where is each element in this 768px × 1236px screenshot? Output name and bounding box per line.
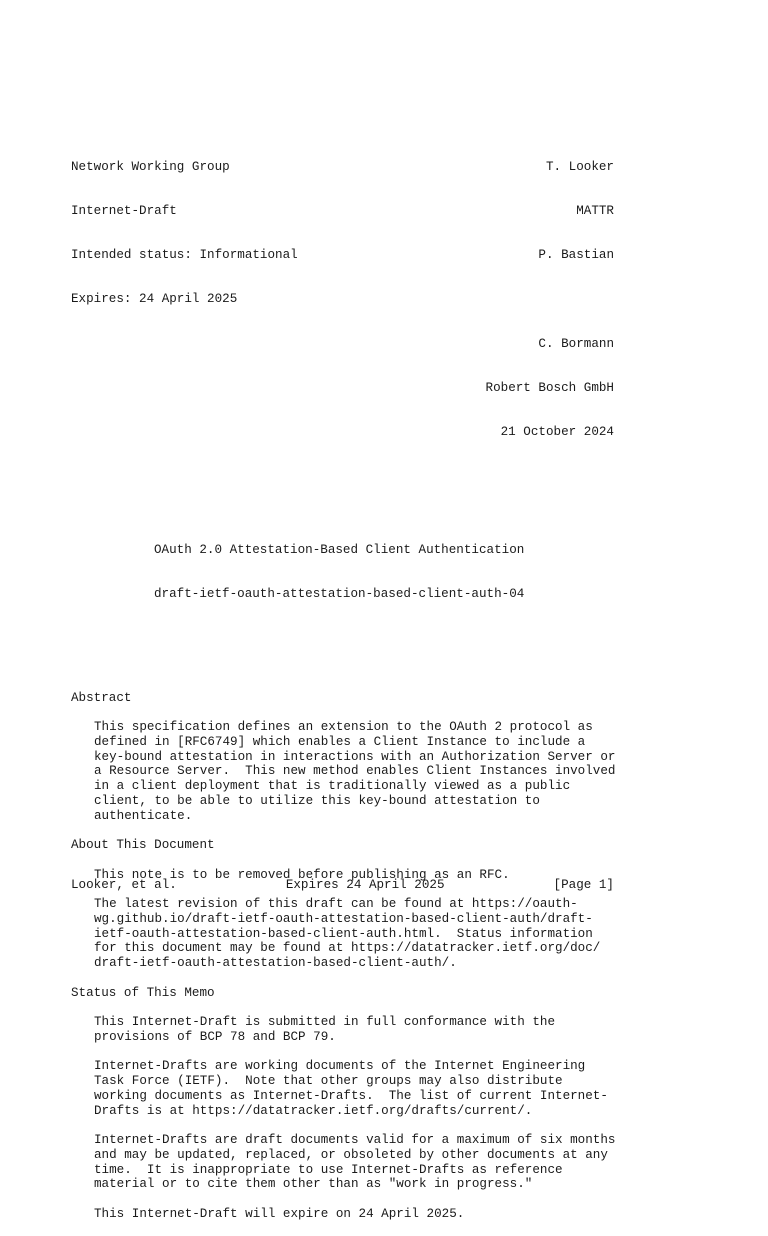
text-line: working documents as Internet-Drafts. The list of current Internet-: [94, 1088, 608, 1103]
text-line: wg.github.io/draft-ietf-oauth-attestation-based-client-auth/draft-: [94, 911, 593, 926]
text-line: draft-ietf-oauth-attestation-based-client-auth/.: [94, 956, 457, 970]
text-line: material or to cite them other than as "work in progress.": [94, 1177, 533, 1192]
footer-page-number: [Page 1]: [553, 878, 614, 892]
text-line: and may be updated, replaced, or obsoleted by other documents at any: [94, 1147, 608, 1162]
header-row-3: [71, 248, 614, 263]
text-line: authenticate.: [94, 808, 193, 823]
header-right-2: MATTR: [576, 203, 614, 218]
footer-authors: Looker, et al.: [71, 878, 177, 892]
draft-name: draft-ietf-oauth-attestation-based-client-auth-04: [154, 587, 525, 602]
header-row-4: [71, 292, 614, 307]
header-date: 21 October 2024: [500, 425, 614, 439]
text-line: The latest revision of this draft can be found at https://oauth-: [94, 897, 578, 911]
text-line: Internet-Drafts are draft documents valid for a maximum of six months: [94, 1133, 616, 1147]
header-left-4: Expires: 24 April 2025: [71, 292, 238, 307]
title-line: OAuth 2.0 Attestation-Based Client Authentication: [154, 543, 525, 557]
section-heading: Status of This Memo: [71, 985, 215, 1000]
text-line: for this document may be found at https://datatracker.ietf.org/doc/: [94, 941, 601, 956]
text-line: in a client deployment that is traditionally viewed as a public: [94, 779, 571, 793]
paragraph: [71, 1207, 631, 1222]
header-row-2: [71, 204, 614, 219]
text-line: ietf-oauth-attestation-based-client-auth.html. Status information: [94, 926, 593, 941]
text-line: Drafts is at https://datatracker.ietf.org/drafts/current/.: [94, 1103, 533, 1118]
text-line: This note is to be removed before publishing as an RFC.: [94, 867, 510, 882]
paragraph: [71, 1015, 631, 1045]
text-line: client, to be able to utilize this key-bound attestation to: [94, 793, 540, 808]
footer-expiry: Expires 24 April 2025: [285, 878, 445, 892]
document-body: [71, 691, 631, 1222]
text-line: a Resource Server. This new method enables Client Instances involved: [94, 764, 616, 779]
section-heading: Abstract: [71, 690, 132, 705]
paragraph: [71, 897, 631, 971]
header-left-1: Network Working Group: [71, 159, 230, 174]
section-heading: About This Document: [71, 838, 215, 852]
document-page: [71, 130, 631, 1236]
text-line: This Internet-Draft will expire on 24 April 2025.: [94, 1206, 465, 1221]
paragraph: [71, 1059, 631, 1118]
text-line: Internet-Drafts are working documents of the Internet Engineering: [94, 1059, 586, 1074]
header-right-3: P. Bastian: [538, 248, 614, 262]
paragraph: [71, 720, 631, 823]
header-author-name: C. Bormann: [538, 336, 614, 351]
header-row-1: [71, 160, 614, 175]
text-line: Task Force (IETF). Note that other groups may also distribute: [94, 1074, 563, 1088]
header-author-org: Robert Bosch GmbH: [485, 380, 614, 395]
text-line: time. It is inappropriate to use Internet-Drafts as reference: [94, 1162, 563, 1177]
text-line: key-bound attestation in interactions with an Authorization Server or: [94, 749, 616, 764]
header-left-2: Internet-Draft: [71, 203, 177, 218]
document-title: [71, 514, 631, 632]
paragraph: [71, 1133, 631, 1192]
text-line: This specification defines an extension to the OAuth 2 protocol as: [94, 720, 593, 734]
text-line: This Internet-Draft is submitted in full conformance with the: [94, 1015, 556, 1029]
text-line: provisions of BCP 78 and BCP 79.: [94, 1029, 336, 1044]
header-left-3: Intended status: Informational: [71, 248, 298, 262]
page-footer: [71, 878, 614, 893]
text-line: defined in [RFC6749] which enables a Client Instance to include a: [94, 734, 586, 749]
header-right-1: T. Looker: [545, 159, 614, 174]
